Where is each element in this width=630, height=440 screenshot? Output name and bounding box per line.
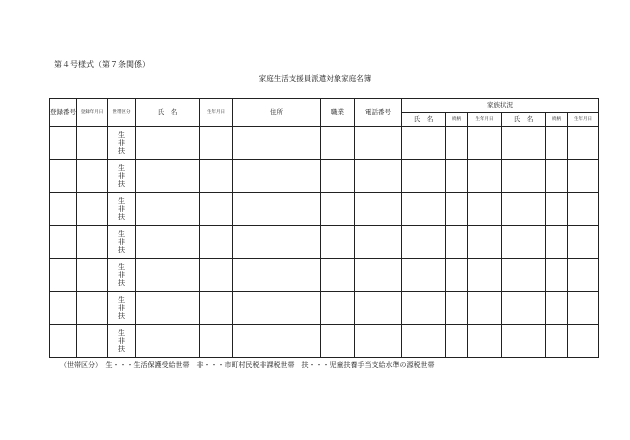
household-class-cell: 生 非 扶 bbox=[108, 160, 136, 193]
household-class-cell: 生 非 扶 bbox=[108, 127, 136, 160]
table-row bbox=[50, 226, 599, 259]
table-row bbox=[50, 259, 599, 292]
table-row bbox=[50, 127, 599, 160]
table-row bbox=[50, 292, 599, 325]
table-row bbox=[50, 160, 599, 193]
table-row bbox=[50, 193, 599, 226]
family-register-table bbox=[49, 98, 599, 358]
header-phone: 電話番号 bbox=[355, 99, 402, 127]
household-class-cell: 生 非 扶 bbox=[108, 193, 136, 226]
header-reg-date: 登録年月日 bbox=[77, 99, 108, 127]
header-family-birth-1: 生年月日 bbox=[468, 113, 502, 127]
household-class-cell: 生 非 扶 bbox=[108, 292, 136, 325]
header-family-name-1: 氏 名 bbox=[402, 113, 446, 127]
header-name: 氏 名 bbox=[136, 99, 200, 127]
table-row bbox=[50, 325, 599, 358]
household-class-legend: （世帯区分） 生・・・生活保護受給世帯 非・・・市町村民税非課税世帯 扶・・・児童扶養手当支給水準の源税世帯 bbox=[60, 361, 435, 369]
header-reg-no: 登録番号 bbox=[50, 99, 77, 127]
household-class-cell: 生 非 扶 bbox=[108, 226, 136, 259]
header-family-status: 家族状況 bbox=[402, 99, 599, 113]
header-occupation: 職業 bbox=[321, 99, 355, 127]
household-class-cell: 生 非 扶 bbox=[108, 259, 136, 292]
header-birth-date: 生年月日 bbox=[200, 99, 233, 127]
header-address: 住所 bbox=[233, 99, 321, 127]
form-number: 第４号様式（第７条関係） bbox=[54, 60, 150, 69]
header-family-relation-2: 続柄 bbox=[546, 113, 568, 127]
header-family-birth-2: 生年月日 bbox=[568, 113, 599, 127]
header-household-class: 世帯区分 bbox=[108, 99, 136, 127]
document-title: 家庭生活支援員派遣対象家庭名簿 bbox=[258, 74, 372, 83]
household-class-cell: 生 非 扶 bbox=[108, 325, 136, 358]
header-family-relation-1: 続柄 bbox=[446, 113, 468, 127]
header-family-name-2: 氏 名 bbox=[502, 113, 546, 127]
